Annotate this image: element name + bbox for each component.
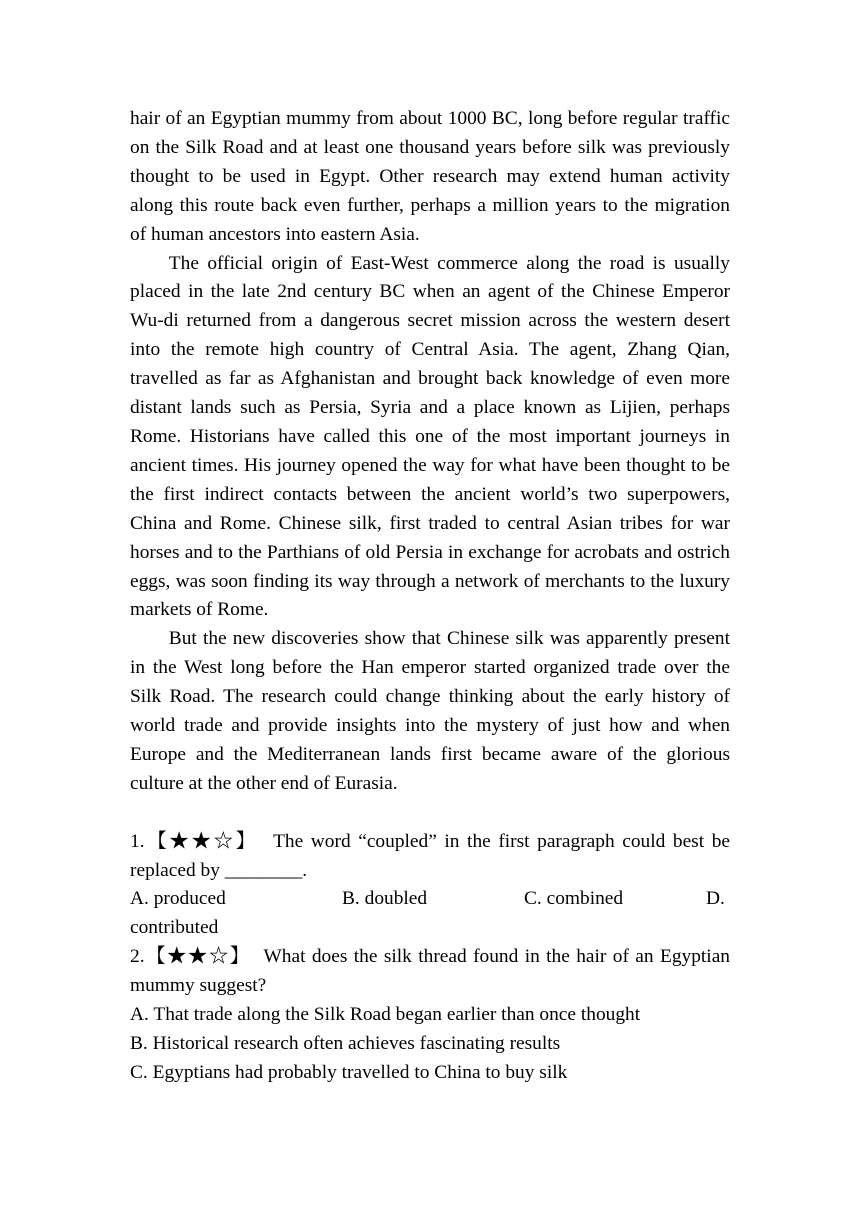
question-1-stem-line xyxy=(130,828,730,886)
option-a: A. That trade along the Silk Road began earlier than once thought xyxy=(130,1004,641,1026)
option-c: C. combined xyxy=(524,888,624,910)
question-2 xyxy=(130,943,730,1088)
passage-paragraph-2: The official origin of East-West commerce along the road is usually placed in the late 2nd century BC when an agent of the Chinese Emperor Wu-di returned from a dangerous secret mission across the western desert into the remote high country of Central Asia. The agent, Zhang Qian, travelled as far as Afghanistan and brought back knowledge of even more distant lands such as Persia, Syria and a place known as Lijien, perhaps Rome. Historians have called this one of the most important journeys in ancient times. His journey opened the way for what have been thought to be the first indirect contacts between the ancient world’s two superpowers, China and Rome. Chinese silk, first traded to central Asian tribes for war horses and to the Parthians of old Persia in exchange for acrobats and ostrich eggs, was soon finding its way through a network of merchants to the luxury markets of Rome. xyxy=(130,252,730,621)
passage-paragraph-3: But the new discoveries show that Chinese silk was apparently present in the West long before the Han emperor started organized trade over the Silk Road. The research could change thinking about the early history of world trade and provide insights into the mystery of just how and when Europe and the Mediterranean lands first became aware of the glorious culture at the other end of Eurasia. xyxy=(130,628,730,794)
passage-paragraph-1: hair of an Egyptian mummy from about 1000 BC, long before regular traffic on the Silk Road and at least one thousand years before silk was previously thought to be used in Egypt. Other research may extend human activity along this route back even further, perhaps a million years to the migration of human ancestors into eastern Asia. xyxy=(130,108,730,245)
option-a: A. produced xyxy=(130,888,226,910)
question-stem: The word “coupled” in the first paragraph could best be replaced by ________. xyxy=(130,830,730,881)
option-c: C. Egyptians had probably travelled to China to buy silk xyxy=(130,1061,568,1083)
option-d-text: contributed xyxy=(130,917,219,939)
question-number: 1. xyxy=(130,830,145,852)
question-1-options xyxy=(130,885,730,914)
question-2-stem-line xyxy=(130,943,730,1001)
option-b: B. doubled xyxy=(342,888,428,910)
question-stem: What does the silk thread found in the hair of an Egyptian mummy suggest? xyxy=(130,946,730,997)
option-d-label: D. xyxy=(706,888,725,910)
option-b: B. Historical research often achieves fascinating results xyxy=(130,1032,561,1054)
question-1 xyxy=(130,828,730,944)
question-number: 2. xyxy=(130,946,145,968)
difficulty-stars: 【★★☆】 xyxy=(144,946,251,968)
document-page xyxy=(130,105,730,1088)
paragraph-gap xyxy=(130,799,730,828)
difficulty-stars: 【★★☆】 xyxy=(144,830,258,852)
